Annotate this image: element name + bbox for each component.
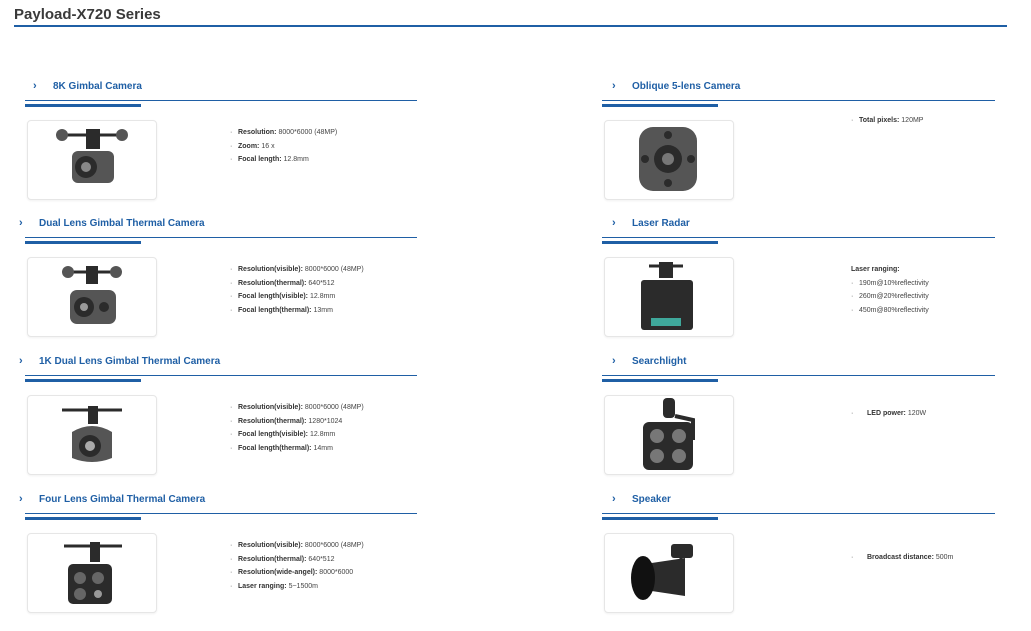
right-section-2-title: Searchlight (632, 356, 687, 367)
bullet-icon: · (230, 306, 233, 314)
section-divider (25, 100, 417, 101)
spec-value: 500m (935, 554, 954, 561)
bullet-icon: · (230, 293, 233, 300)
spec-label: Total pixels: (859, 117, 900, 124)
left-section-0-title: 8K Gimbal Camera (53, 81, 142, 92)
bullet-icon: · (230, 582, 233, 590)
spec-label: Resolution(thermal): (238, 417, 307, 425)
spec-row (851, 114, 923, 128)
bullet-icon: · (230, 266, 233, 273)
right-section-0-header (612, 76, 740, 92)
spec-value: 8000*6000 (319, 569, 354, 576)
spec-value: 1280*1024 (308, 417, 343, 425)
spec-value: 8000*6000 (48MP) (304, 404, 364, 411)
spec-value: 14mm (313, 444, 333, 452)
section-divider (602, 100, 995, 101)
spec-label: LED power: (867, 410, 906, 417)
spec-label: Resolution: (238, 129, 277, 136)
left-product-image (27, 120, 157, 200)
spec-row (851, 277, 929, 291)
section-divider (25, 513, 417, 514)
spec-label: Resolution(visible): (238, 266, 303, 273)
right-product-image (604, 395, 734, 475)
left-section-2-header (19, 351, 220, 367)
section-accent-bar (25, 104, 141, 107)
spec-value: 260m@20%reflectivity (859, 293, 929, 300)
bullet-icon: · (230, 142, 233, 150)
spec-row (230, 277, 364, 291)
bullet-icon: · (230, 404, 233, 411)
left-section-3-title: Four Lens Gimbal Thermal Camera (39, 494, 206, 505)
spec-row (230, 566, 364, 580)
spec-row (851, 407, 926, 421)
spec-row (851, 551, 953, 565)
spec-value: 120W (907, 410, 927, 417)
bullet-icon: · (230, 156, 233, 163)
spec-label: Focal length(visible): (238, 293, 309, 300)
spec-value: 12.8mm (283, 156, 309, 163)
chevron-right-icon: › (612, 355, 616, 367)
spec-value: 8000*6000 (48MP) (304, 542, 364, 549)
spec-value: 8000*6000 (48MP) (304, 266, 364, 273)
left-section-0-specs (230, 126, 337, 167)
left-section-3-header (19, 489, 205, 505)
spec-label: Resolution(visible): (238, 404, 303, 411)
left-section-0-header (33, 76, 142, 92)
spec-label: Focal length(thermal): (238, 306, 312, 314)
spec-row (230, 428, 364, 442)
right-section-2-header (612, 351, 686, 367)
bullet-icon: · (851, 279, 854, 287)
section-accent-bar (602, 379, 718, 382)
spec-row (230, 539, 364, 553)
spec-label: Focal length: (238, 156, 282, 163)
spec-label: Resolution(wide-angel): (238, 569, 318, 576)
spec-value: 120MP (901, 117, 924, 124)
bullet-icon: · (230, 417, 233, 425)
spec-value: 8000*6000 (48MP) (278, 129, 338, 136)
left-section-2-specs (230, 401, 364, 455)
spec-label: Resolution(visible): (238, 542, 303, 549)
spec-row (230, 401, 364, 415)
spec-value: 190m@10%reflectivity (859, 279, 929, 287)
spec-label: Focal length(visible): (238, 431, 309, 438)
right-section-2-specs (851, 407, 926, 421)
bullet-icon: · (230, 555, 233, 563)
chevron-right-icon: › (19, 493, 23, 505)
spec-value: 12.8mm (309, 431, 336, 438)
left-section-3-specs (230, 539, 364, 593)
spec-row (230, 415, 364, 429)
right-product-image (604, 533, 734, 613)
right-section-1-specs (851, 263, 929, 317)
spec-label: Focal length(thermal): (238, 444, 312, 452)
section-accent-bar (25, 241, 141, 244)
chevron-right-icon: › (612, 80, 616, 92)
bullet-icon: · (230, 444, 233, 452)
spec-value: 13mm (313, 306, 333, 314)
section-accent-bar (25, 379, 141, 382)
section-accent-bar (25, 517, 141, 520)
bullet-icon: · (230, 569, 233, 576)
spec-row (851, 304, 929, 318)
chevron-right-icon: › (612, 493, 616, 505)
right-section-0-title: Oblique 5-lens Camera (632, 81, 741, 92)
right-section-0-specs (851, 114, 923, 128)
spec-value: 640*512 (308, 555, 335, 563)
spec-label: Broadcast distance: (867, 554, 934, 561)
left-product-image (27, 533, 157, 613)
spec-value: 16 x (261, 142, 275, 150)
spec-heading: Laser ranging: (851, 266, 900, 273)
right-section-1-title: Laser Radar (632, 218, 690, 229)
chevron-right-icon: › (19, 217, 23, 229)
spec-label: Laser ranging: (238, 582, 287, 590)
spec-row (230, 304, 364, 318)
bullet-icon: · (230, 279, 233, 287)
page-title: Payload-X720 Series (14, 6, 161, 23)
bullet-icon: · (851, 410, 854, 417)
section-accent-bar (602, 517, 718, 520)
left-product-image (27, 395, 157, 475)
chevron-right-icon: › (33, 80, 37, 92)
section-accent-bar (602, 104, 718, 107)
bullet-icon: · (230, 129, 233, 136)
bullet-icon: · (230, 542, 233, 549)
right-section-3-header (612, 489, 671, 505)
section-divider (25, 237, 417, 238)
right-section-3-title: Speaker (632, 494, 671, 505)
bullet-icon: · (851, 554, 854, 561)
spec-value: 12.8mm (309, 293, 336, 300)
spec-row (230, 153, 337, 167)
section-accent-bar (602, 241, 718, 244)
left-section-1-title: Dual Lens Gimbal Thermal Camera (39, 218, 205, 229)
section-divider (602, 375, 995, 376)
right-product-image (604, 120, 734, 200)
right-section-1-header (612, 213, 690, 229)
spec-row (230, 263, 364, 277)
right-section-3-specs (851, 551, 953, 565)
spec-row (851, 290, 929, 304)
section-divider (25, 375, 417, 376)
spec-row (230, 580, 364, 594)
spec-label: Zoom: (238, 142, 260, 150)
bullet-icon: · (851, 293, 854, 300)
bullet-icon: · (851, 117, 854, 124)
left-product-image (27, 257, 157, 337)
left-section-1-header (19, 213, 205, 229)
spec-row (230, 442, 364, 456)
title-divider (14, 25, 1007, 27)
section-divider (602, 237, 995, 238)
spec-value: 450m@80%reflectivity (859, 306, 929, 314)
chevron-right-icon: › (19, 355, 23, 367)
section-divider (602, 513, 995, 514)
spec-row (230, 126, 337, 140)
left-section-2-title: 1K Dual Lens Gimbal Thermal Camera (39, 356, 221, 367)
spec-label: Resolution(thermal): (238, 555, 307, 563)
right-product-image (604, 257, 734, 337)
spec-label: Resolution(thermal): (238, 279, 307, 287)
spec-row (230, 140, 337, 154)
bullet-icon: · (851, 306, 854, 314)
left-section-1-specs (230, 263, 364, 317)
spec-row (230, 290, 364, 304)
spec-value: 640*512 (308, 279, 335, 287)
spec-row (230, 553, 364, 567)
bullet-icon: · (230, 431, 233, 438)
spec-value: 5~1500m (288, 582, 318, 590)
chevron-right-icon: › (612, 217, 616, 229)
